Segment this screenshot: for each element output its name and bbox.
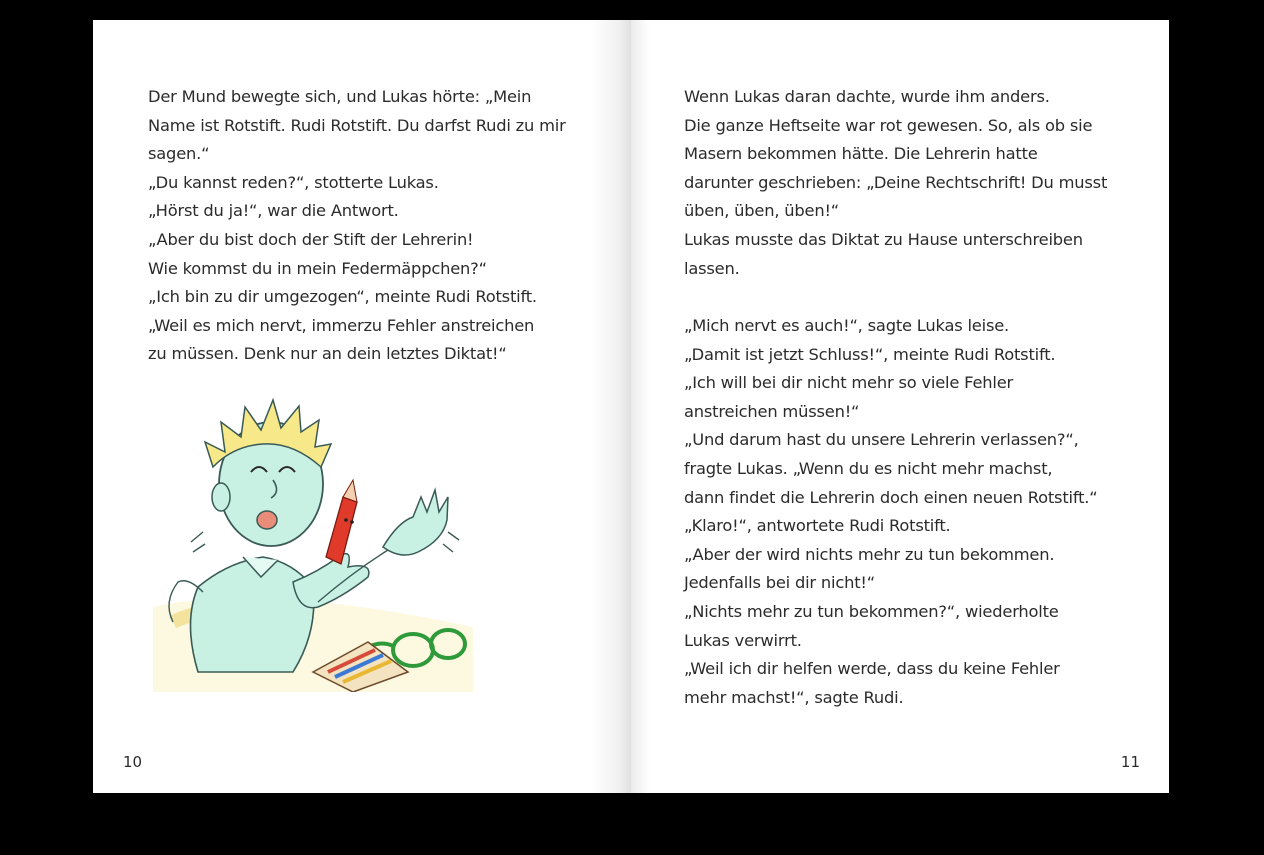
text-line: anstreichen müssen!“ (684, 401, 860, 421)
text-line: Name ist Rotstift. Rudi Rotstift. Du darfst Rudi zu mir (148, 115, 566, 135)
text-line: „Mich nervt es auch!“, sagte Lukas leise. (684, 316, 1010, 335)
text-line: „Klaro!“, antwortete Rudi Rotstift. (684, 516, 951, 536)
red-pencil-icon (326, 480, 357, 564)
text-line: „Hörst du ja!“, war die Antwort. (148, 201, 399, 221)
text-line: Der Mund bewegte sich, und Lukas hörte: „Mein (148, 87, 532, 106)
right-page (631, 20, 1169, 793)
text-line: zu müssen. Denk nur an dein letztes Diktat!“ (148, 344, 507, 364)
text-line: Lukas musste das Diktat zu Hause unterschreiben (684, 229, 1083, 249)
text-line: „Weil ich dir helfen werde, dass du keine Fehler (684, 659, 1060, 679)
text-line: „Ich bin zu dir umgezogen“, meinte Rudi Rotstift. (148, 287, 537, 307)
text-line: Die ganze Heftseite war rot gewesen. So, als ob sie (684, 115, 1093, 135)
text-line: üben, üben, üben!“ (684, 201, 840, 221)
text-line: „Ich will bei dir nicht mehr so viele Fehler (684, 373, 1014, 393)
right-page-paragraph-2 (684, 312, 1097, 712)
text-line: Wenn Lukas daran dachte, wurde ihm anders. (684, 87, 1050, 106)
book-spread (93, 20, 1169, 793)
right-page-paragraph-1 (684, 83, 1107, 283)
illustration-svg (143, 372, 473, 692)
text-line: mehr machst!“, sagte Rudi. (684, 687, 904, 707)
text-line: Lukas verwirrt. (684, 630, 802, 650)
gutter-shadow (631, 20, 649, 793)
left-page-text (148, 83, 566, 369)
text-line: „Nichts mehr zu tun bekommen?“, wiederholte (684, 601, 1059, 621)
text-line: „Und darum hast du unsere Lehrerin verlassen?“, (684, 430, 1079, 450)
text-line: sagen.“ (148, 144, 210, 164)
text-line: Wie kommst du in mein Federmäppchen?“ (148, 258, 487, 278)
text-line: „Damit ist jetzt Schluss!“, meinte Rudi Rotstift. (684, 344, 1056, 364)
text-line: lassen. (684, 258, 740, 278)
text-line: „Aber du bist doch der Stift der Lehrerin! (148, 229, 474, 249)
left-page (93, 20, 631, 793)
text-line: dann findet die Lehrerin doch einen neuen Rotstift.“ (684, 487, 1098, 507)
boy-with-pencil-illustration (143, 372, 473, 692)
text-line: „Aber der wird nichts mehr zu tun bekommen. (684, 544, 1055, 564)
text-line: fragte Lukas. „Wenn du es nicht mehr machst, (684, 458, 1053, 478)
text-line: darunter geschrieben: „Deine Rechtschrift! Du musst (684, 172, 1108, 192)
text-line: Jedenfalls bei dir nicht!“ (684, 573, 875, 593)
gutter-shadow (591, 20, 631, 793)
text-line: „Weil es mich nervt, immerzu Fehler anstreichen (148, 315, 535, 335)
page-number: 10 (123, 753, 143, 771)
page-number: 11 (1120, 753, 1140, 771)
text-line: „Du kannst reden?“, stotterte Lukas. (148, 172, 439, 192)
text-line: Masern bekommen hätte. Die Lehrerin hatte (684, 144, 1038, 164)
